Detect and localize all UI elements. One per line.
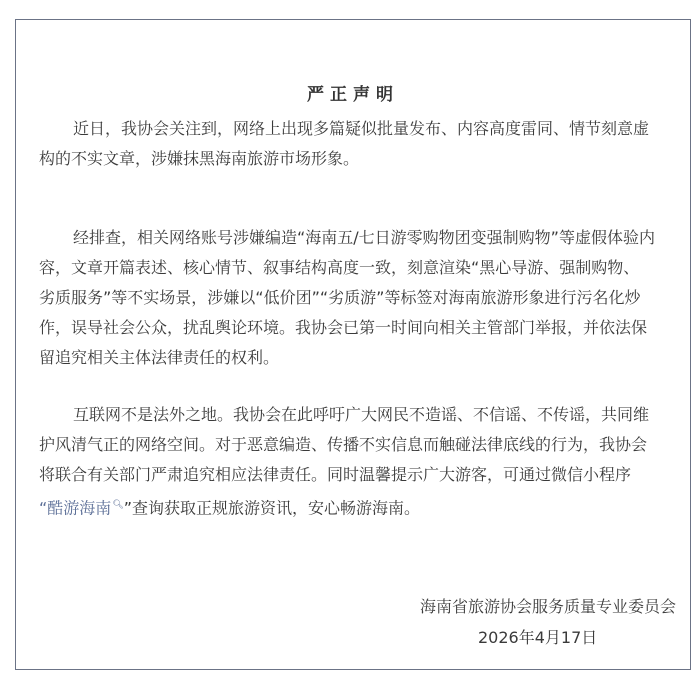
statement-frame [15, 19, 691, 670]
date: 2026年4月17日 [478, 628, 598, 647]
text-line: 容，文章开篇表述、核心情节、叙事结构高度一致，刻意渲染“黑心导游、强制购物、 [39, 258, 640, 277]
paragraph-3 [39, 400, 679, 523]
mini-program-link[interactable]: 酷游海南 [47, 498, 112, 518]
text-line: 劣质服务”等不实场景，涉嫌以“低价团”“劣质游”等标签对海南旅游形象进行污名化炒 [39, 288, 641, 307]
text-line: 留追究相关主体法律责任的权利。 [39, 348, 280, 367]
paragraph-1 [39, 114, 679, 174]
text-line: 近日，我协会关注到，网络上出现多篇疑似批量发布、内容高度雷同、情节刻意虚 [73, 119, 650, 138]
text-line: 构的不实文章，涉嫌抹黑海南旅游市场形象。 [39, 149, 360, 168]
signature: 海南省旅游协会服务质量专业委员会 [419, 597, 676, 616]
document-title: 严正声明 [307, 85, 399, 105]
text-after-link: ”查询获取正规旅游资讯，安心畅游海南。 [123, 498, 421, 518]
open-quote: “ [39, 498, 48, 518]
text-line: 作，误导社会公众，扰乱舆论环境。我协会已第一时间向相关主管部门举报，并依法保 [39, 318, 648, 337]
paragraph-2 [39, 223, 679, 373]
text-line: 护风清气正的网络空间。对于恶意编造、传播不实信息而触碰法律底线的行为，我协会 [39, 435, 648, 454]
text-line: 互联网不是法外之地。我协会在此呼吁广大网民不造谣、不信谣、不传谣，共同维 [73, 405, 650, 424]
text-line: 经排查，相关网络账号涉嫌编造“海南五/七日游零购物团变强制购物”等虚假体验内 [73, 228, 655, 247]
search-icon[interactable]: 🔍︎ [112, 500, 124, 510]
text-line [39, 490, 679, 523]
text-line: 将联合有关部门严肃追究相应法律责任。同时温馨提示广大游客，可通过微信小程序 [39, 465, 632, 484]
